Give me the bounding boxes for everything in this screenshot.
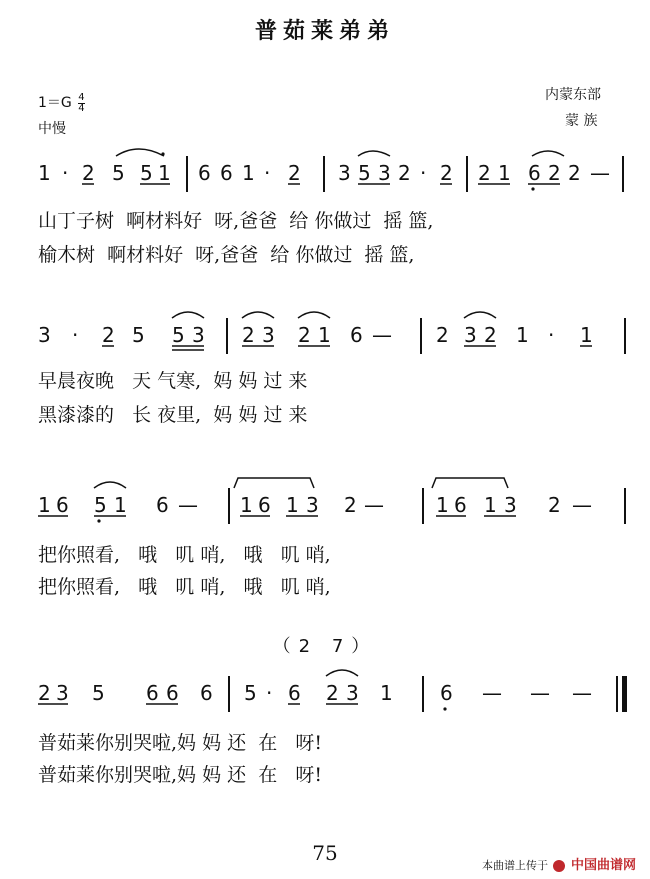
notation-svg-1 xyxy=(38,142,628,202)
svg-text:1: 1 xyxy=(498,161,511,185)
svg-text:6: 6 xyxy=(56,493,69,517)
site-logo-icon xyxy=(553,860,565,872)
svg-text:6: 6 xyxy=(350,323,363,347)
svg-text:2: 2 xyxy=(484,323,497,347)
svg-text:1: 1 xyxy=(484,493,497,517)
notation-line-3 xyxy=(38,493,628,526)
svg-text:1: 1 xyxy=(580,323,593,347)
barline xyxy=(420,318,422,354)
svg-text:2: 2 xyxy=(440,161,453,185)
svg-text:3: 3 xyxy=(306,493,319,517)
svg-text:1: 1 xyxy=(114,493,127,517)
svg-text:2: 2 xyxy=(548,493,561,517)
notation-svg-2 xyxy=(38,304,628,364)
svg-text:5: 5 xyxy=(92,681,105,705)
svg-text:·: · xyxy=(62,161,69,185)
svg-text:1: 1 xyxy=(318,323,331,347)
barline xyxy=(422,676,424,712)
page-number: 75 xyxy=(312,841,338,865)
song-title: 普茹莱弟弟 xyxy=(254,19,395,44)
final-barline-thick xyxy=(622,676,627,712)
barline xyxy=(228,676,230,712)
time-signature xyxy=(78,93,84,114)
svg-text:3: 3 xyxy=(56,681,69,705)
origin-label: 内蒙东部 xyxy=(545,87,601,103)
svg-text:2: 2 xyxy=(398,161,411,185)
svg-text:1: 1 xyxy=(380,681,393,705)
svg-text:—: — xyxy=(590,161,610,185)
svg-text:2: 2 xyxy=(288,161,301,185)
svg-text:5: 5 xyxy=(112,161,125,185)
svg-text:1: 1 xyxy=(38,161,51,185)
svg-text:1: 1 xyxy=(436,493,449,517)
svg-text:2: 2 xyxy=(436,323,449,347)
credit-text: 本曲谱上传于 xyxy=(481,859,548,872)
svg-text:1: 1 xyxy=(240,493,253,517)
svg-text:·: · xyxy=(420,161,427,185)
barline xyxy=(466,156,468,192)
svg-text:3: 3 xyxy=(262,323,275,347)
notation-svg-3 xyxy=(38,474,628,534)
svg-text:1: 1 xyxy=(158,161,171,185)
svg-text:2: 2 xyxy=(298,323,311,347)
svg-text:6: 6 xyxy=(156,493,169,517)
svg-text:·: · xyxy=(266,681,273,705)
notation-line-2 xyxy=(38,323,628,356)
svg-text:3: 3 xyxy=(504,493,517,517)
svg-text:—: — xyxy=(178,493,198,517)
lyric-line-2b: 黑漆漆的 长 夜里, 妈 妈 过 来 xyxy=(38,404,308,426)
svg-text:3: 3 xyxy=(464,323,477,347)
barline xyxy=(226,318,228,354)
barline xyxy=(228,488,230,524)
svg-text:2: 2 xyxy=(82,161,95,185)
svg-text:2: 2 xyxy=(326,681,339,705)
barline xyxy=(624,488,626,524)
svg-text:3: 3 xyxy=(192,323,205,347)
barline xyxy=(422,488,424,524)
svg-text:—: — xyxy=(364,493,384,517)
lyric-line-4a: 普茹莱你别哭啦,妈 妈 还 在 呀! xyxy=(38,732,322,754)
ethnicity-label: 蒙 族 xyxy=(565,113,598,129)
key-signature xyxy=(38,92,85,114)
svg-text:—: — xyxy=(572,681,592,705)
svg-text:1: 1 xyxy=(516,323,529,347)
tempo-marking: 中慢 xyxy=(38,121,66,137)
credit-site[interactable]: 中国曲谱网 xyxy=(570,858,636,873)
lyric-line-3a: 把你照看, 哦 叽 哨, 哦 叽 哨, xyxy=(38,544,331,566)
svg-text:2: 2 xyxy=(568,161,581,185)
svg-text:—: — xyxy=(530,681,550,705)
svg-text:6: 6 xyxy=(258,493,271,517)
svg-text:·: · xyxy=(72,323,79,347)
svg-text:—: — xyxy=(572,493,592,517)
svg-text:·: · xyxy=(264,161,271,185)
time-sig-top: 4 xyxy=(78,91,85,103)
svg-text:5: 5 xyxy=(140,161,153,185)
svg-text:6: 6 xyxy=(288,681,301,705)
svg-text:2: 2 xyxy=(242,323,255,347)
barline xyxy=(323,156,325,192)
notation-svg-4 xyxy=(38,662,628,722)
svg-text:5: 5 xyxy=(94,493,107,517)
final-barline-thin xyxy=(616,676,618,712)
key-label: 1＝G xyxy=(38,95,72,111)
notation-line-1 xyxy=(38,161,628,194)
svg-text:—: — xyxy=(372,323,392,347)
lyric-line-3b: 把你照看, 哦 叽 哨, 哦 叽 哨, xyxy=(38,576,331,598)
time-sig-bottom: 4 xyxy=(78,102,85,114)
svg-text:5: 5 xyxy=(132,323,145,347)
svg-text:2: 2 xyxy=(344,493,357,517)
svg-text:5: 5 xyxy=(244,681,257,705)
svg-text:3: 3 xyxy=(378,161,391,185)
svg-text:6: 6 xyxy=(440,681,453,705)
alt-ending-marking: （2 7） xyxy=(272,636,378,657)
svg-text:6: 6 xyxy=(454,493,467,517)
barline xyxy=(622,156,624,192)
svg-text:6: 6 xyxy=(200,681,213,705)
svg-text:6: 6 xyxy=(146,681,159,705)
svg-text:·: · xyxy=(548,323,555,347)
lyric-line-2a: 早晨夜晚 天 气寒, 妈 妈 过 来 xyxy=(38,370,308,392)
svg-text:6: 6 xyxy=(198,161,211,185)
svg-text:6: 6 xyxy=(528,161,541,185)
svg-text:2: 2 xyxy=(38,681,51,705)
svg-text:3: 3 xyxy=(338,161,351,185)
svg-text:5: 5 xyxy=(358,161,371,185)
svg-text:1: 1 xyxy=(286,493,299,517)
svg-text:2: 2 xyxy=(478,161,491,185)
barline xyxy=(186,156,188,192)
lyric-line-4b: 普茹莱你别哭啦,妈 妈 还 在 呀! xyxy=(38,764,322,786)
upload-credit xyxy=(482,854,636,873)
svg-text:5: 5 xyxy=(172,323,185,347)
svg-text:1: 1 xyxy=(38,493,51,517)
svg-text:3: 3 xyxy=(38,323,51,347)
svg-text:2: 2 xyxy=(548,161,561,185)
svg-text:6: 6 xyxy=(166,681,179,705)
svg-text:—: — xyxy=(482,681,502,705)
svg-text:1: 1 xyxy=(242,161,255,185)
notation-line-4 xyxy=(38,681,628,714)
svg-text:2: 2 xyxy=(102,323,115,347)
svg-text:6: 6 xyxy=(220,161,233,185)
barline xyxy=(624,318,626,354)
lyric-line-1b: 榆木树 啊材料好 呀,爸爸 给 你做过 摇 篮, xyxy=(38,244,415,266)
lyric-line-1a: 山丁子树 啊材料好 呀,爸爸 给 你做过 摇 篮, xyxy=(38,210,434,232)
svg-text:3: 3 xyxy=(346,681,359,705)
